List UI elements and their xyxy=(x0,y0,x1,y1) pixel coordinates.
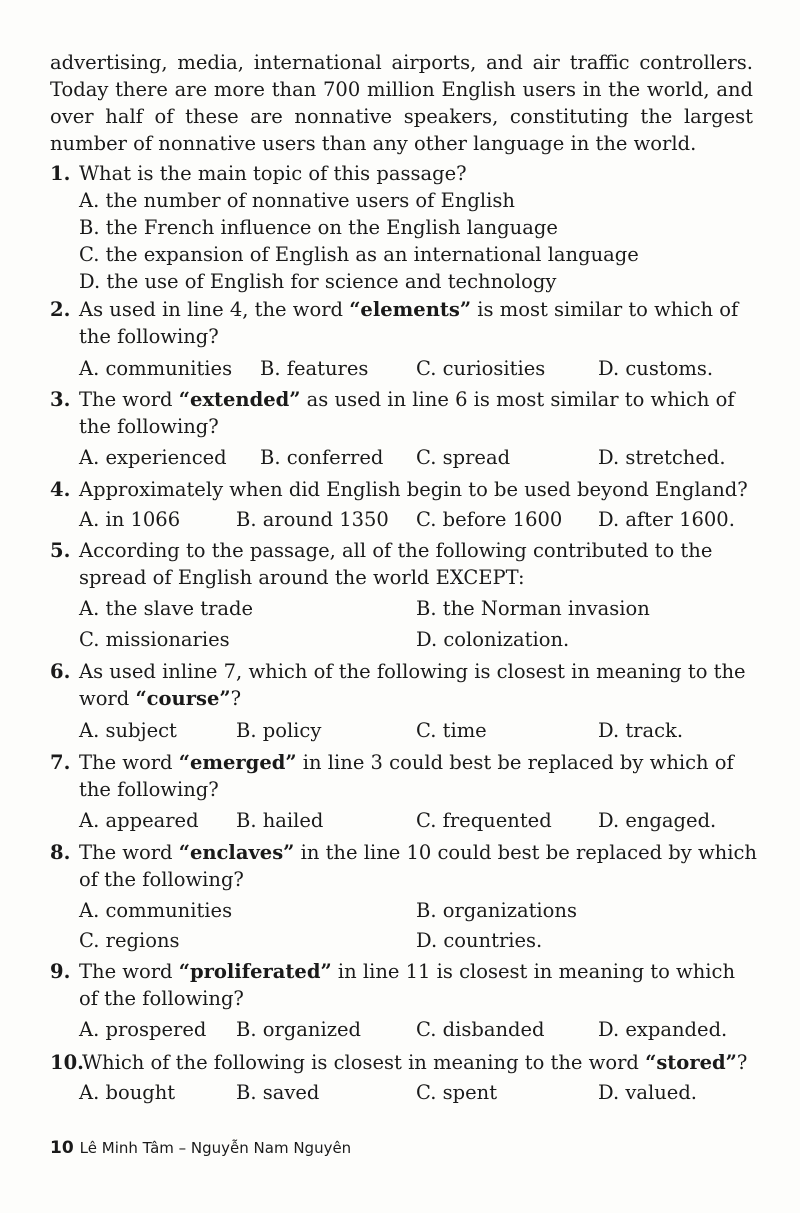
option-c: C. before 1600 xyxy=(416,508,563,531)
option-d: D. track. xyxy=(598,719,684,742)
option-d: D. engaged. xyxy=(598,809,717,832)
option-d: D. stretched. xyxy=(598,446,726,469)
question-number: 4. xyxy=(50,478,71,501)
question-stem: Approximately when did English begin to be used beyond England? xyxy=(79,478,748,501)
option-d: D. valued. xyxy=(598,1081,697,1104)
question-number: 6. xyxy=(50,660,71,683)
option-a: A. subject xyxy=(79,719,177,742)
option-c: C. the expansion of English as an international language xyxy=(79,243,639,266)
question-stem: The word “emerged” in line 3 could best be replaced by which of the following? xyxy=(79,751,734,801)
question-number: 1. xyxy=(50,162,71,185)
question-stem: The word “extended” as used in line 6 is most similar to which of the following? xyxy=(79,388,735,438)
question-number: 10. xyxy=(50,1051,84,1074)
question-number: 5. xyxy=(50,539,71,562)
question-stem: Which of the following is closest in meaning to the word “stored”? xyxy=(82,1051,748,1074)
option-b: B. organizations xyxy=(416,899,577,922)
option-a: A. the slave trade xyxy=(79,597,254,620)
option-d: D. customs. xyxy=(598,357,714,380)
question-stem: According to the passage, all of the following contributed to the spread of English around the world EXCEPT: xyxy=(79,539,713,589)
question-stem: As used inline 7, which of the following is closest in meaning to the word “course”? xyxy=(79,660,746,710)
option-b: B. the French influence on the English language xyxy=(79,216,558,239)
option-b: B. policy xyxy=(236,719,322,742)
keyword: “proliferated” xyxy=(178,960,332,983)
option-a: A. the number of nonnative users of English xyxy=(79,189,515,212)
option-b: B. around 1350 xyxy=(236,508,389,531)
keyword: “enclaves” xyxy=(178,841,295,864)
question-number: 3. xyxy=(50,388,71,411)
keyword: “elements” xyxy=(349,298,472,321)
option-c: C. spread xyxy=(416,446,511,469)
option-a: A. in 1066 xyxy=(79,508,181,531)
question-number: 7. xyxy=(50,751,71,774)
option-d: D. after 1600. xyxy=(598,508,735,531)
option-d: D. expanded. xyxy=(598,1018,728,1041)
question-number: 9. xyxy=(50,960,71,983)
option-d: D. colonization. xyxy=(416,628,570,651)
option-c: C. frequented xyxy=(416,809,552,832)
option-c: C. missionaries xyxy=(79,628,230,651)
option-b: B. features xyxy=(260,357,369,380)
option-c: C. regions xyxy=(79,929,180,952)
keyword: “stored” xyxy=(645,1051,737,1074)
option-b: B. saved xyxy=(236,1081,320,1104)
passage-text: advertising, media, international airports, and air traffic controllers. Today there are more than 700 million English users in the world, and over half of these are nonnative speakers, constituting the largest number of nonnative users than any other language in the world. xyxy=(50,51,753,155)
question-stem: The word “enclaves” in the line 10 could best be replaced by which of the following? xyxy=(79,841,757,891)
option-c: C. disbanded xyxy=(416,1018,545,1041)
option-b: B. hailed xyxy=(236,809,324,832)
option-c: C. time xyxy=(416,719,487,742)
question-stem: As used in line 4, the word “elements” is most similar to which of the following? xyxy=(79,298,739,348)
question-number: 8. xyxy=(50,841,71,864)
option-a: A. communities xyxy=(79,357,233,380)
keyword: “extended” xyxy=(178,388,301,411)
keyword: “emerged” xyxy=(178,751,297,774)
option-c: C. curiosities xyxy=(416,357,546,380)
option-d: D. countries. xyxy=(416,929,543,952)
question-number: 2. xyxy=(50,298,71,321)
option-d: D. the use of English for science and technology xyxy=(79,270,557,293)
option-a: A. communities xyxy=(79,899,233,922)
option-a: A. prospered xyxy=(79,1018,207,1041)
keyword: “course” xyxy=(135,687,231,710)
question-stem: What is the main topic of this passage? xyxy=(79,162,467,185)
page-footer xyxy=(50,1138,351,1158)
page-number: 10 xyxy=(50,1138,74,1158)
option-b: B. organized xyxy=(236,1018,361,1041)
option-b: B. the Norman invasion xyxy=(416,597,650,620)
option-a: A. experienced xyxy=(79,446,227,469)
footer-authors: Lê Minh Tâm – Nguyễn Nam Nguyên xyxy=(79,1139,352,1157)
question-stem: The word “proliferated” in line 11 is closest in meaning to which of the following? xyxy=(79,960,736,1010)
option-c: C. spent xyxy=(416,1081,498,1104)
option-b: B. conferred xyxy=(260,446,384,469)
option-a: A. bought xyxy=(79,1081,176,1104)
option-list xyxy=(79,187,639,295)
option-a: A. appeared xyxy=(79,809,199,832)
